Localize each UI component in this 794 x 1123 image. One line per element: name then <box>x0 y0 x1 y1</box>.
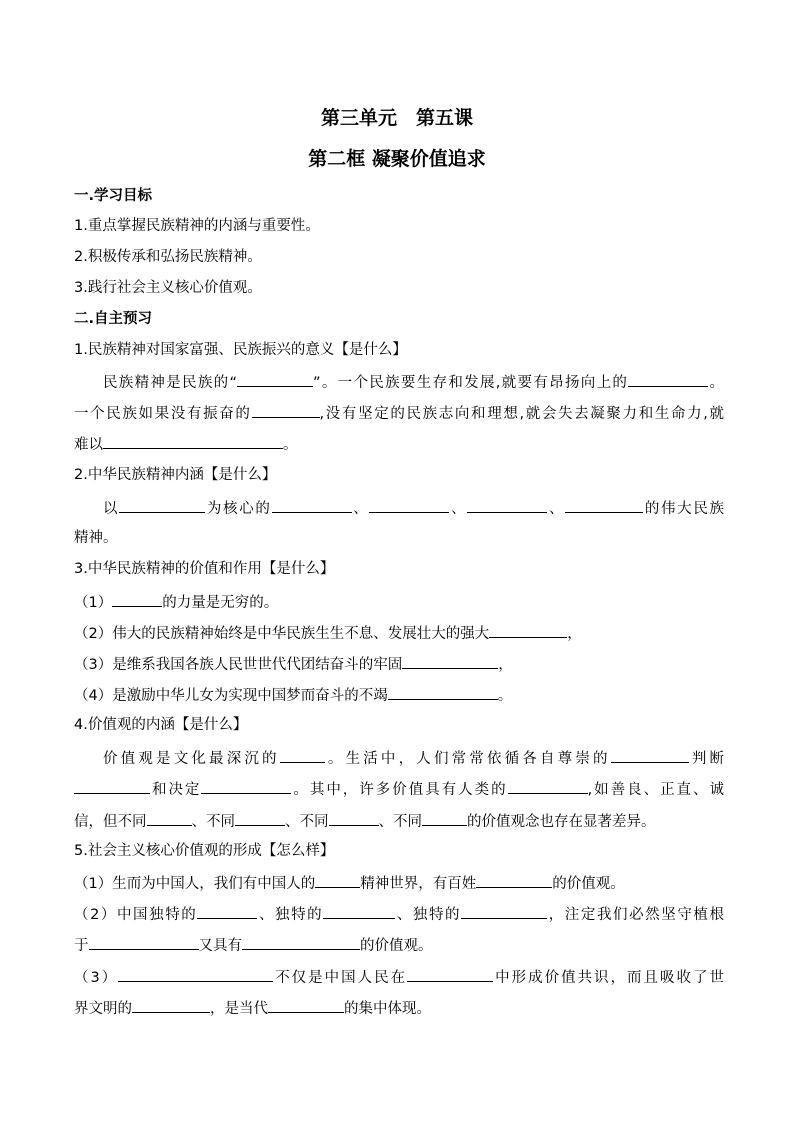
question-item: （3） 不仅是中国人民在 中形成价值共识，而且吸收了世 <box>74 966 724 988</box>
section-heading-objectives: 一.学习目标 <box>74 188 153 204</box>
fill-blank[interactable] <box>369 497 449 513</box>
question-line: 信，但不同 、不同 、不同 、不同 的价值观念也存在显著差异。 <box>74 810 724 832</box>
fill-blank[interactable] <box>476 872 552 888</box>
objective-item: 2.积极传承和弘扬民族精神。 <box>74 249 262 265</box>
objective-item: 1.重点掌握民族精神的内涵与重要性。 <box>74 218 320 234</box>
fill-blank[interactable] <box>508 778 588 794</box>
question-item: （2）伟大的民族精神始终是中华民族生生不息、发展壮大的强大 ， <box>74 622 724 644</box>
fill-blank[interactable] <box>147 810 192 826</box>
fill-blank[interactable] <box>402 653 498 669</box>
fill-blank[interactable] <box>422 810 467 826</box>
fill-blank[interactable] <box>323 903 395 919</box>
question-line: 和决定 。其中，许多价值具有人类的 ,如善良、正直、诚 <box>74 778 724 800</box>
question-line: 于 又具有 的价值观。 <box>74 934 724 956</box>
fill-blank[interactable] <box>89 934 199 950</box>
question-item: （4）是激励中华儿女为实现中国梦而奋斗的不竭 。 <box>74 684 724 706</box>
fill-blank[interactable] <box>118 966 273 982</box>
fill-blank[interactable] <box>388 684 498 700</box>
question-line: 界文明的 ，是当代 的集中体现。 <box>74 997 724 1019</box>
question-title: 4.价值观的内涵【是什么】 <box>74 717 248 733</box>
page-subtitle: 第二框 凝聚价值追求 <box>308 148 486 170</box>
question-item: （3）是维系我国各族人民世世代代团结奋斗的牢固 ， <box>74 653 724 675</box>
question-line: 民族精神是民族的“ ”。一个民族要生存和发展,就要有昂扬向上的 。 <box>103 371 724 393</box>
question-item: （1） 的力量是无穷的。 <box>74 591 724 613</box>
fill-blank[interactable] <box>103 433 283 449</box>
fill-blank[interactable] <box>565 497 643 513</box>
fill-blank[interactable] <box>201 778 291 794</box>
question-title: 5.社会主义核心价值观的形成【怎么样】 <box>74 843 335 859</box>
question-line: 精神。 <box>74 530 118 546</box>
question-line: 一个民族如果没有振奋的 ,没有坚定的民族志向和理想,就会失去凝聚力和生命力,就 <box>74 402 724 424</box>
fill-blank[interactable] <box>467 497 547 513</box>
objective-item: 3.践行社会主义核心价值观。 <box>74 280 262 296</box>
fill-blank[interactable] <box>132 997 210 1013</box>
question-line: 价值观是文化最深沉的 。生活中，人们常常依循各自尊崇的 判断 <box>103 747 724 769</box>
question-line: 难以 。 <box>74 433 724 455</box>
fill-blank[interactable] <box>329 810 379 826</box>
fill-blank[interactable] <box>112 591 162 607</box>
fill-blank[interactable] <box>197 903 257 919</box>
question-line: 以 为核心的 、 、 、 的伟大民族 <box>103 497 724 519</box>
fill-blank[interactable] <box>235 810 285 826</box>
question-title: 3.中华民族精神的价值和作用【是什么】 <box>74 561 335 577</box>
fill-blank[interactable] <box>252 402 320 418</box>
question-item: （1）生而为中国人，我们有中国人的 精神世界，有百姓 的价值观。 <box>74 872 724 894</box>
fill-blank[interactable] <box>242 934 360 950</box>
fill-blank[interactable] <box>74 778 150 794</box>
fill-blank[interactable] <box>272 497 352 513</box>
page-title: 第三单元 第五课 <box>320 107 473 129</box>
question-item: （2）中国独特的 、独特的 、独特的 ，注定我们必然坚守植根 <box>74 903 724 925</box>
fill-blank[interactable] <box>461 903 547 919</box>
fill-blank[interactable] <box>315 872 360 888</box>
fill-blank[interactable] <box>280 747 325 763</box>
fill-blank[interactable] <box>237 371 313 387</box>
fill-blank[interactable] <box>268 997 344 1013</box>
fill-blank[interactable] <box>407 966 493 982</box>
fill-blank[interactable] <box>611 747 689 763</box>
question-title: 2.中华民族精神内涵【是什么】 <box>74 467 277 483</box>
fill-blank[interactable] <box>489 622 567 638</box>
section-heading-preview: 二.自主预习 <box>74 311 153 327</box>
question-title: 1.民族精神对国家富强、民族振兴的意义【是什么】 <box>74 342 407 358</box>
fill-blank[interactable] <box>119 497 205 513</box>
fill-blank[interactable] <box>628 371 708 387</box>
